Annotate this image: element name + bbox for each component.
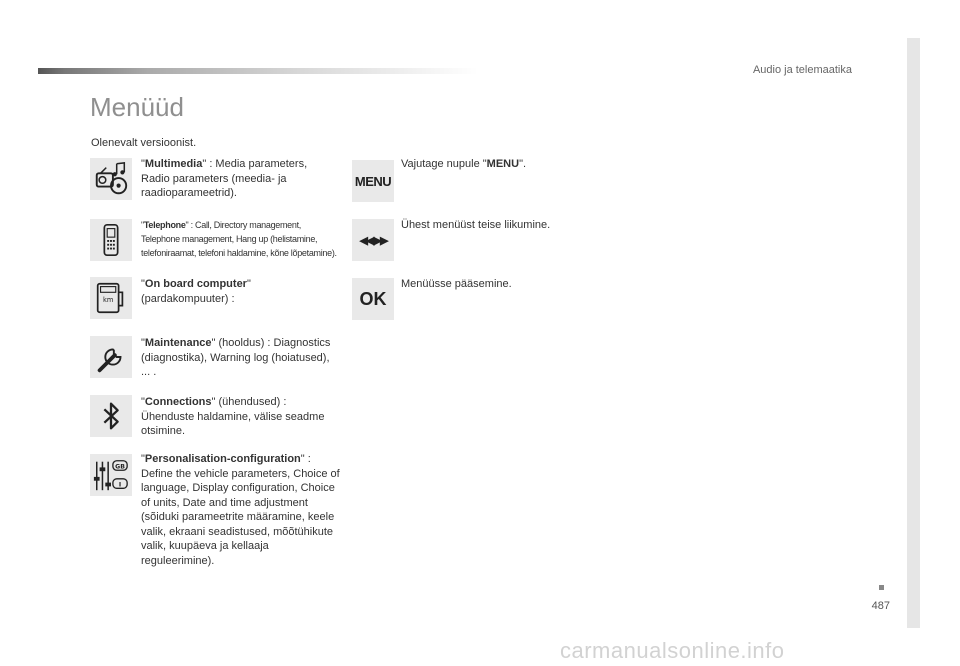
menu-key-text: [401, 157, 601, 172]
multimedia-icon: [90, 158, 132, 200]
menu-computer-text: "On board computer" (pardakompuuter) :: [141, 278, 251, 305]
menu-personalisation-text: "Personalisation-configuration" : Define the vehicle parameters, Choice of language, Display configuration, Choice of units, Date and time adjustment (sõiduki parameetrite määramine, keele valik, ekraani seadistused, mõõtühikute valik, kuupäeva ja kellaaja reguleerimine).: [141, 453, 340, 567]
computer-badge: km: [102, 295, 114, 304]
arrows-key-text: Ühest menüüst teise liikumine.: [401, 219, 551, 231]
menu-label: Personalisation-configuration: [144, 453, 301, 465]
on-board-computer-icon: [90, 277, 132, 319]
menu-key-label: MENU: [354, 173, 392, 189]
menu-connections-text: "Connections" (ühendused) : Ühenduste haldamine, välise seadme otsimine.: [141, 396, 325, 437]
menu-multimedia-text: "Multimedia" : Media parameters, Radio parameters (meedia- ja raadioparameetrid).: [141, 158, 308, 199]
watermark: carmanualsonline.info: [560, 638, 785, 663]
key-text-bold: MENU: [486, 158, 520, 170]
menu-description: : Define the vehicle parameters, Choice of language, Display configuration, Choice of units, Date and time adjustment (sõiduki parameetrite määramine, keele valik, ekraani seadistused, mõõtühikute valik, kuupäeva ja kellaaja reguleerimine).: [141, 453, 340, 567]
ok-key: [352, 278, 394, 320]
bluetooth-icon: [90, 395, 132, 437]
ok-key-label: OK: [359, 288, 387, 309]
menu-label: Multimedia: [144, 158, 203, 170]
menu-description: (ühendused) : Ühenduste haldamine, välise seadme otsimine.: [141, 396, 325, 437]
navigation-arrows-key: [352, 219, 394, 261]
menu-description: (hooldus) : Diagnostics (diagnostika), Warning log (hoiatused), ... .: [141, 337, 331, 378]
settings-icon: [90, 454, 132, 496]
menu-label: Maintenance: [144, 337, 212, 349]
page-edge-bar: [907, 38, 920, 628]
page-marker: [879, 585, 884, 590]
menu-label: Connections: [144, 396, 212, 408]
settings-badge-bottom: I: [118, 481, 122, 489]
ok-key-text: Menüüsse pääsemine.: [401, 278, 512, 290]
key-text-pre: Vajutage nupule ": [401, 158, 487, 170]
menu-description: (pardakompuuter) :: [141, 292, 235, 305]
chapter-title: Audio ja telemaatika: [752, 64, 852, 76]
menu-description: : Call, Directory management, Telephone management, Hang up (helistamine, telefoniraamat, telefoni haldamine, kõne lõpetamine).: [141, 220, 337, 258]
menu-label: On board computer: [144, 278, 247, 290]
menu-label: Telephone: [143, 220, 186, 230]
arrows-key-label: ◀◀ ▶▶: [359, 234, 387, 247]
page-title: Menüüd: [90, 92, 184, 122]
header-rule: [38, 68, 478, 74]
page-number: 487: [871, 600, 890, 612]
settings-badge-top: GB: [115, 463, 125, 471]
page-subtitle: Olenevalt versioonist.: [91, 137, 197, 149]
key-text-post: ".: [519, 158, 527, 170]
wrench-icon: [90, 336, 132, 378]
menu-description: : Media parameters, Radio parameters (meedia- ja raadioparameetrid).: [141, 158, 308, 199]
menu-maintenance-text: "Maintenance" (hooldus) : Diagnostics (diagnostika), Warning log (hoiatused), ... .: [141, 337, 331, 378]
menu-telephone-text: "Telephone" : Call, Directory management, Telephone management, Hang up (helistamine, telefoniraamat, telefoni haldamine, kõne lõpetamine).: [141, 220, 337, 258]
telephone-icon: [90, 219, 132, 261]
menu-key: [352, 160, 394, 202]
